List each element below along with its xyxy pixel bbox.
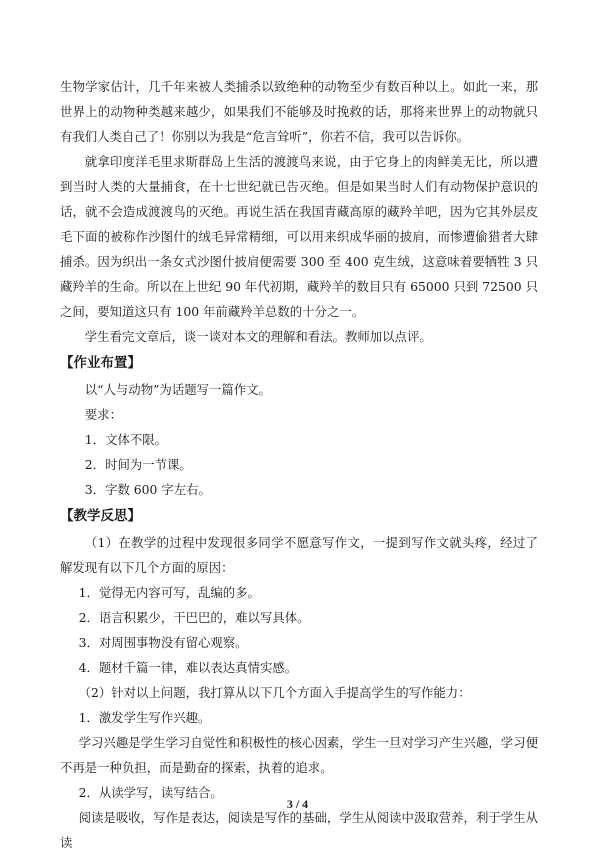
paragraph: 学生看完文章后，谈一谈对本文的理解和看法。教师加以点评。: [84, 329, 432, 344]
paragraph: 就拿印度洋毛里求斯群岛上生活的渡渡鸟来说，由于它身上的肉鲜美无比，所以遭到当时人类的大量捕食，在十七世纪就已告灭绝。但是如果当时人们有动物保护意识的话，就不会造成渡渡鸟的灭绝。再说生活在我国青藏高原的藏羚羊吧，因为它其外层皮毛下面的被称作沙图什的绒毛异常精细，可以用来织成华丽的披肩，而惨遭偷猎者大肆捕杀。因为织出一条女式沙图什披肩便需要 300 至 400 克生绒，这意味着要牺牲 3 只藏羚羊的生命。所以在上世纪 90 年代初期，藏羚羊的数目只有 65000 只到 72500 只之间，要知道这只有 100 年前藏羚羊总数的十分之一。: [60, 154, 538, 319]
list-item: 1．觉得无内容可写，乱编的多。: [78, 585, 260, 600]
list-item: 1．文体不限。: [84, 432, 168, 447]
paragraph: 学习兴趣是学生学习自觉性和积极性的核心因素，学生一旦对学习产生兴趣，学习便不再是一种负担，而是勤奋的探索，执着的追求。: [60, 735, 538, 775]
body-text: [60, 74, 538, 855]
homework-section: [60, 377, 538, 502]
paragraph: 以“人与动物”为话题写一篇作文。: [84, 382, 271, 397]
paragraph: 要求：: [84, 407, 122, 422]
list-item: 3．字数 600 字左右。: [84, 482, 211, 497]
list-item: 2．从读学写，读写结合。: [78, 785, 223, 800]
paragraph: （2）针对以上问题，我打算从以下几个方面入手提高学生的写作能力：: [78, 685, 471, 700]
list-item: 3．对周围事物没有留心观察。: [78, 635, 248, 650]
paragraph: 阅读是吸收，写作是表达，阅读是写作的基础，学生从阅读中汲取营养，利于学生从读: [60, 810, 538, 850]
list-item: 2．时间为一节课。: [84, 457, 192, 472]
list-item: 2．语言积累少，干巴巴的，难以写具体。: [78, 610, 310, 625]
list-item: 4．题材千篇一律，难以表达真情实感。: [78, 660, 298, 675]
list-item: 1．激发学生写作兴趣。: [78, 710, 211, 725]
page-number: 3 / 4: [286, 797, 309, 811]
paragraph: 生物学家估计，几千年来被人类捕杀以致绝种的动物至少有数百种以上。如此一来，那世界上的动物种类越来越少，如果我们不能够及时挽救的话，那将来世界上的动物就只有我们人类自己了！你别以为我是“危言耸听”，你若不信，我可以告诉你。: [60, 79, 538, 144]
paragraph: （1）在教学的过程中发现很多同学不愿意写作文，一提到写作文就头疼，经过了解发现有以下几个方面的原因：: [60, 535, 538, 575]
section-heading-homework: 【作业布置】: [60, 355, 141, 371]
section-heading-reflection: 【教学反思】: [60, 508, 141, 524]
article-section: [60, 74, 538, 349]
